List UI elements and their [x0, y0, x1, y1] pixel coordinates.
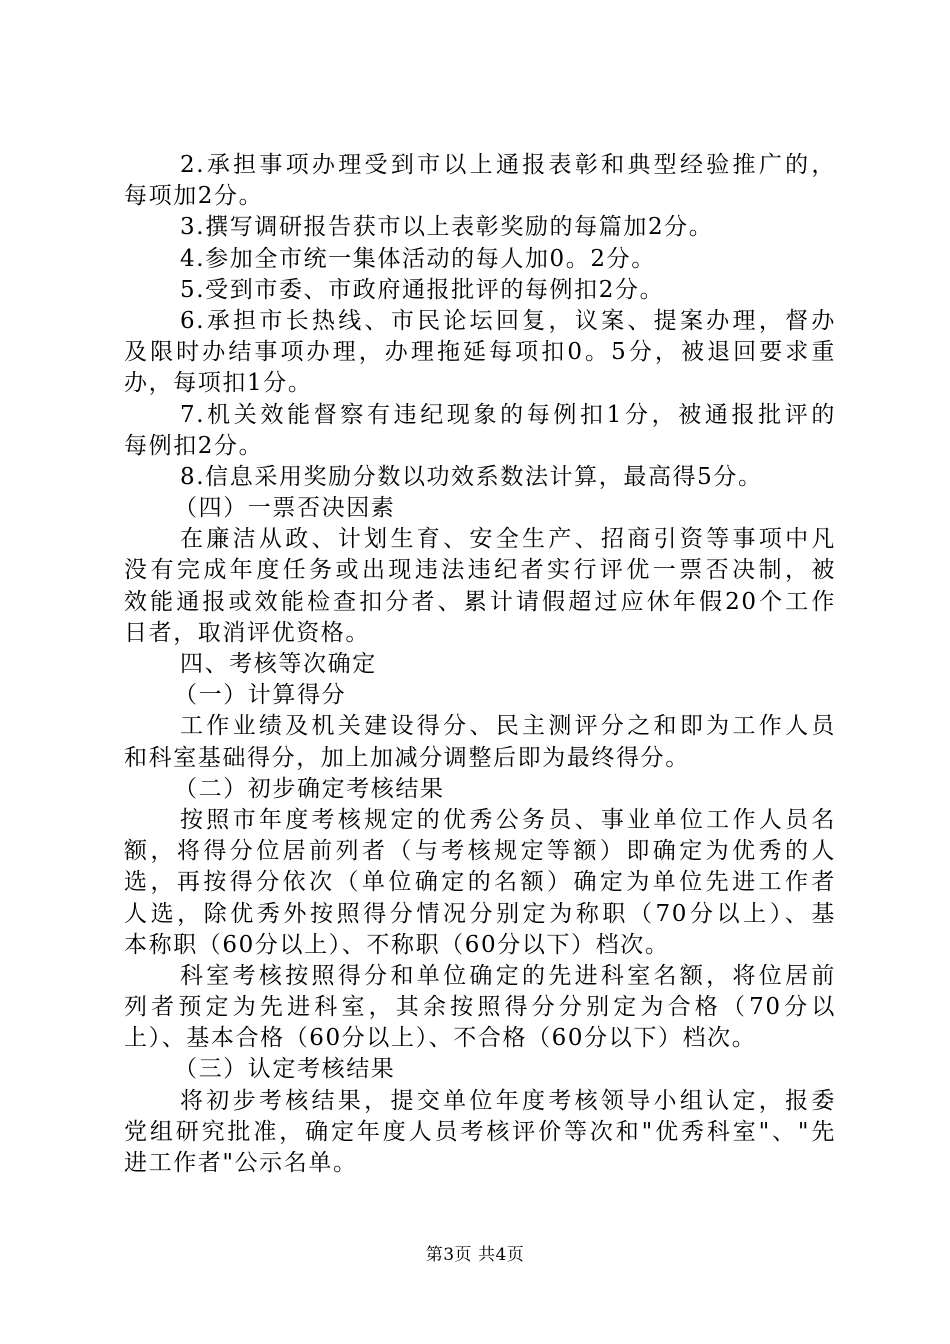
section-heading: （三）认定考核结果	[174, 1056, 396, 1083]
paragraph-line: 党组研究批准，确定年度人员考核评价等次和"优秀科室"、"先	[124, 1118, 836, 1145]
section-heading: 四、考核等次确定	[180, 651, 377, 677]
paragraph-line: 4.参加全市统一集体活动的每人加0。2分。	[180, 245, 656, 272]
paragraph-line: 额，将得分位居前列者（与考核规定等额）即确定为优秀的人	[124, 838, 836, 865]
paragraph-line: 进工作者"公示名单。	[124, 1150, 358, 1176]
page-number-footer: 第3页 共4页	[425, 1245, 525, 1265]
paragraph-line: 上）、基本合格（60分以上）、不合格（60分以下）档次。	[124, 1025, 757, 1052]
paragraph-line: 在廉洁从政、计划生育、安全生产、招商引资等事项中凡	[180, 526, 836, 553]
paragraph-line: 3.撰写调研报告获市以上表彰奖励的每篇加2分。	[180, 214, 714, 241]
section-heading: （二）初步确定考核结果	[174, 775, 445, 802]
paragraph-line: 选，再按得分依次（单位确定的名额）确定为单位先进工作者	[124, 869, 836, 896]
paragraph-line: 每例扣2分。	[124, 432, 264, 459]
paragraph-line: 7.机关效能督察有违纪现象的每例扣1分，被通报批评的	[180, 401, 836, 428]
paragraph-line: 5.受到市委、市政府通报批评的每例扣2分。	[180, 276, 665, 303]
paragraph-line: 办，每项扣1分。	[124, 370, 313, 397]
paragraph-line: 2.承担事项办理受到市以上通报表彰和典型经验推广的，	[180, 152, 836, 178]
paragraph-line: 8.信息采用奖励分数以功效系数法计算，最高得5分。	[180, 463, 763, 490]
paragraph-line: 每项加2分。	[124, 183, 264, 210]
paragraph-line: 工作业绩及机关建设得分、民主测评分之和即为工作人员	[180, 713, 836, 740]
paragraph-line: 按照市年度考核规定的优秀公务员、事业单位工作人员名	[180, 806, 836, 833]
paragraph-line: 效能通报或效能检查扣分者、累计请假超过应休年假20个工作	[124, 588, 836, 615]
paragraph-line: 本称职（60分以上）、不称职（60分以下）档次。	[124, 931, 670, 958]
paragraph-line: 列者预定为先进科室，其余按照得分分别定为合格（70分以	[124, 994, 836, 1021]
section-heading: （一）计算得分	[174, 682, 347, 709]
paragraph-line: 科室考核按照得分和单位确定的先进科室名额，将位居前	[180, 962, 836, 989]
paragraph-line: 日者，取消评优资格。	[124, 619, 370, 646]
paragraph-line: 6.承担市长热线、市民论坛回复，议案、提案办理，督办	[180, 307, 836, 334]
paragraph-line: 人选，除优秀外按照得分情况分别定为称职（70分以上）、基	[124, 900, 836, 927]
paragraph-line: 将初步考核结果，提交单位年度考核领导小组认定，报委	[180, 1087, 836, 1114]
section-heading: （四）一票否决因素	[174, 495, 396, 522]
paragraph-line: 和科室基础得分，加上加减分调整后即为最终得分。	[124, 744, 690, 771]
document-body	[124, 150, 836, 1179]
paragraph-line: 及限时办结事项办理，办理拖延每项扣0。5分，被退回要求重	[124, 339, 836, 366]
paragraph-line: 没有完成年度任务或出现违法违纪者实行评优一票否决制，被	[124, 557, 836, 584]
